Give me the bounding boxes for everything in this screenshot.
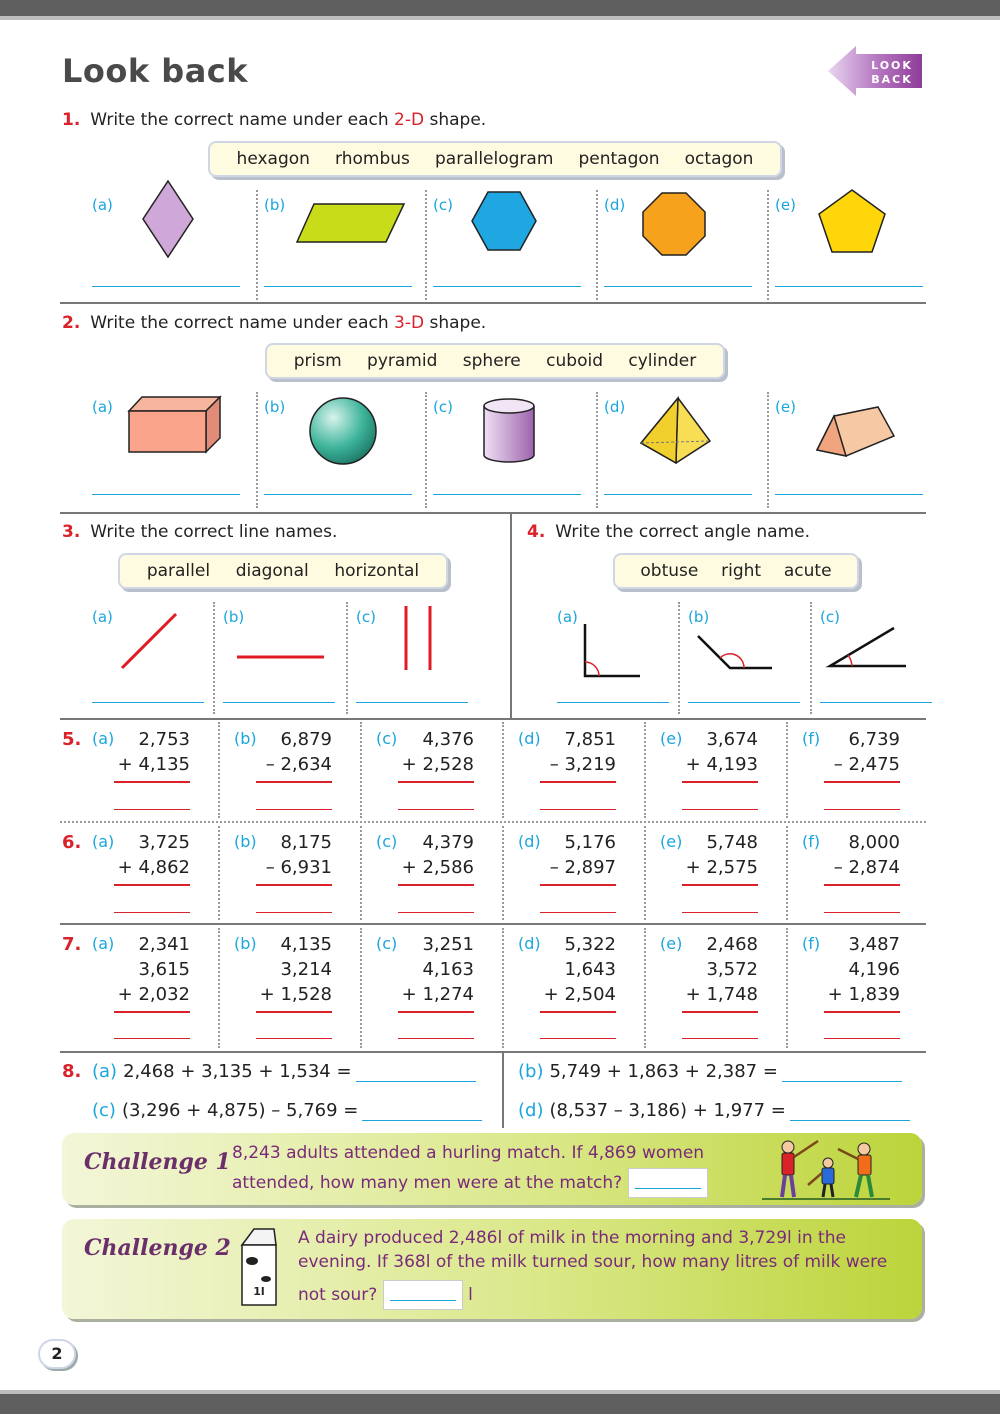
badge-line2: BACK	[871, 73, 913, 86]
q8-b: (b) 5,749 + 1,863 + 2,387 =	[518, 1061, 902, 1082]
section-divider	[60, 1051, 926, 1053]
divider	[360, 722, 362, 818]
divider	[213, 602, 215, 714]
q4-label-c: (c)	[820, 608, 840, 626]
answer-line[interactable]	[398, 912, 474, 913]
q5-sum-e: (e) 3,674 + 4,193	[660, 729, 780, 813]
diagonal-line	[120, 612, 180, 670]
q8-a: (a) 2,468 + 3,135 + 1,534 =	[92, 1061, 476, 1082]
look-back-badge	[826, 42, 926, 100]
q7-sum-a: (a) 2,341 3,615 + 2,032	[92, 934, 212, 1042]
word-cylinder: cylinder	[628, 351, 697, 371]
cuboid-shape	[128, 396, 222, 454]
q1-label-e: (e)	[775, 196, 796, 214]
divider	[425, 190, 427, 300]
word-octagon: octagon	[684, 149, 754, 169]
q5-sum-a: (a) 2,753 + 4,135	[92, 729, 212, 813]
q7-sum-e: (e) 2,468 3,572 + 1,748	[660, 934, 780, 1042]
challenge-2-panel	[62, 1219, 922, 1319]
divider	[678, 602, 680, 714]
q7-sum-b: (b) 4,135 3,214 + 1,528	[234, 934, 354, 1042]
divider	[767, 190, 769, 300]
divider	[502, 928, 504, 1048]
divider	[425, 392, 427, 508]
question-1: 1. Write the correct name under each 2-D shape.	[62, 110, 487, 130]
pyramid-shape	[640, 397, 712, 465]
milk-carton-icon	[238, 1227, 280, 1309]
answer-line[interactable]	[824, 1038, 900, 1039]
word-bank-3d	[265, 343, 725, 379]
q5-sum-b: (b) 6,879 – 2,634	[234, 729, 354, 813]
answer-line-3b[interactable]	[223, 702, 335, 703]
cylinder-shape	[482, 398, 536, 464]
divider	[502, 826, 504, 920]
badge-line1: LOOK	[871, 59, 913, 72]
answer-line[interactable]	[398, 1038, 474, 1039]
answer-line-4b[interactable]	[688, 702, 800, 703]
challenge-1-text: 8,243 adults attended a hurling match. If 4,869 women attended, how many men were at the match?	[232, 1138, 708, 1198]
challenge-2-title: Challenge 2	[84, 1235, 231, 1261]
divider	[596, 190, 598, 300]
divider	[218, 928, 220, 1048]
answer-line-8d[interactable]	[790, 1103, 910, 1121]
acute-angle	[828, 626, 908, 668]
q6-sum-b: (b) 8,175 – 6,931	[234, 832, 354, 916]
answer-line[interactable]	[540, 809, 616, 810]
answer-line-1b[interactable]	[264, 286, 412, 287]
word-parallel: parallel	[146, 561, 211, 581]
answer-line[interactable]	[682, 912, 758, 913]
answer-line[interactable]	[540, 912, 616, 913]
answer-line[interactable]	[256, 1038, 332, 1039]
word-bank-angles	[613, 553, 859, 589]
word-parallelogram: parallelogram	[434, 149, 554, 169]
q1-label-a: (a)	[92, 196, 113, 214]
divider	[360, 928, 362, 1048]
horizontal-line	[236, 654, 326, 660]
word-pentagon: pentagon	[578, 149, 660, 169]
challenge-1-panel	[62, 1133, 922, 1205]
answer-line[interactable]	[256, 809, 332, 810]
q5-sum-d: (d) 7,851 – 3,219	[518, 729, 638, 813]
q3-label-c: (c)	[356, 608, 376, 626]
answer-line[interactable]	[540, 1038, 616, 1039]
divider	[502, 722, 504, 818]
q5-number: 5.	[62, 729, 82, 750]
q1-label-d: (d)	[604, 196, 626, 214]
q6-sum-e: (e) 5,748 + 2,575	[660, 832, 780, 916]
answer-line-4a[interactable]	[557, 702, 669, 703]
octagon-shape	[642, 192, 706, 256]
page-title: Look back	[62, 52, 249, 90]
column-divider	[510, 512, 512, 718]
q2-label-e: (e)	[775, 398, 796, 416]
divider	[218, 722, 220, 818]
q2-label-d: (d)	[604, 398, 626, 416]
section-divider	[60, 821, 926, 823]
answer-line-8c[interactable]	[362, 1103, 482, 1121]
answer-line-1d[interactable]	[604, 286, 752, 287]
word-prism: prism	[293, 351, 342, 371]
parallelogram-shape	[296, 203, 406, 243]
divider	[596, 392, 598, 508]
q5-sum-c: (c) 4,376 + 2,528	[376, 729, 496, 813]
answer-line[interactable]	[682, 1038, 758, 1039]
sphere-shape	[308, 396, 378, 466]
answer-line-8a[interactable]	[356, 1064, 476, 1082]
challenge-1-answer[interactable]	[628, 1168, 708, 1198]
q6-sum-d: (d) 5,176 – 2,897	[518, 832, 638, 916]
q7-number: 7.	[62, 934, 82, 955]
q6-sum-c: (c) 4,379 + 2,586	[376, 832, 496, 916]
section-divider	[60, 302, 926, 304]
obtuse-angle	[696, 634, 774, 672]
answer-line-2b[interactable]	[264, 494, 412, 495]
challenge-2-text: A dairy produced 2,486l of milk in the morning and 3,729l in the evening. If 368l of the milk turned sour, how many litres of milk were not sour? l	[298, 1226, 887, 1310]
answer-line-8b[interactable]	[782, 1064, 902, 1082]
word-horizontal: horizontal	[334, 561, 420, 581]
q1-label-b: (b)	[264, 196, 286, 214]
q8-d: (d) (8,537 – 3,186) + 1,977 =	[518, 1100, 910, 1121]
answer-line[interactable]	[114, 1038, 190, 1039]
answer-line-1a[interactable]	[92, 286, 240, 287]
word-cuboid: cuboid	[546, 351, 603, 371]
answer-line-3c[interactable]	[356, 702, 468, 703]
q4-label-a: (a)	[557, 608, 578, 626]
answer-line-2c[interactable]	[433, 494, 581, 495]
answer-line-4c[interactable]	[820, 702, 932, 703]
divider	[256, 392, 258, 508]
q3-label-b: (b)	[223, 608, 245, 626]
q7-sum-d: (d) 5,322 1,643 + 2,504	[518, 934, 638, 1042]
answer-line[interactable]	[114, 809, 190, 810]
q5-sum-f: (f) 6,739 – 2,475	[802, 729, 922, 813]
section-divider	[60, 512, 926, 514]
pentagon-shape	[818, 189, 886, 253]
divider	[786, 826, 788, 920]
word-obtuse: obtuse	[640, 561, 699, 581]
challenge-2-answer[interactable]	[383, 1280, 463, 1310]
q8-c: (c) (3,296 + 4,875) – 5,769 =	[92, 1100, 482, 1121]
question-3: 3. Write the correct line names.	[62, 522, 338, 542]
divider	[256, 190, 258, 300]
section-divider	[60, 923, 926, 925]
q3-label-a: (a)	[92, 608, 113, 626]
word-diagonal: diagonal	[235, 561, 309, 581]
divider	[644, 826, 646, 920]
section-divider	[60, 718, 926, 720]
word-acute: acute	[783, 561, 832, 581]
q2-label-c: (c)	[433, 398, 453, 416]
divider	[644, 928, 646, 1048]
word-sphere: sphere	[462, 351, 521, 371]
hexagon-shape	[471, 191, 537, 251]
q7-sum-c: (c) 3,251 4,163 + 1,274	[376, 934, 496, 1042]
divider	[767, 392, 769, 508]
word-pyramid: pyramid	[367, 351, 438, 371]
q7-sum-f: (f) 3,487 4,196 + 1,839	[802, 934, 922, 1042]
q2-label-a: (a)	[92, 398, 113, 416]
bottom-bar	[0, 1390, 1000, 1414]
q8-number: 8.	[62, 1061, 82, 1082]
answer-line-1e[interactable]	[775, 286, 923, 287]
answer-line-1c[interactable]	[433, 286, 581, 287]
divider	[218, 826, 220, 920]
word-rhombus: rhombus	[335, 149, 410, 169]
q4-label-b: (b)	[688, 608, 710, 626]
answer-line[interactable]	[256, 912, 332, 913]
answer-line[interactable]	[398, 809, 474, 810]
divider	[786, 928, 788, 1048]
answer-line[interactable]	[824, 912, 900, 913]
word-hexagon: hexagon	[236, 149, 310, 169]
parallel-lines	[400, 604, 436, 672]
question-4: 4. Write the correct angle name.	[527, 522, 810, 542]
top-bar	[0, 0, 1000, 20]
divider	[786, 722, 788, 818]
carton-label: 1l	[253, 1285, 265, 1298]
q1-label-c: (c)	[433, 196, 453, 214]
answer-line-2a[interactable]	[92, 494, 240, 495]
prism-shape	[816, 406, 896, 458]
word-bank-lines	[118, 553, 448, 589]
word-right: right	[721, 561, 762, 581]
divider	[360, 826, 362, 920]
page-number: 2	[38, 1339, 76, 1369]
right-angle	[582, 622, 642, 680]
hurling-players-illustration	[758, 1135, 894, 1203]
q2-label-b: (b)	[264, 398, 286, 416]
answer-line-2d[interactable]	[604, 494, 752, 495]
question-2: 2. Write the correct name under each 3-D shape.	[62, 313, 487, 333]
answer-line[interactable]	[682, 809, 758, 810]
divider	[810, 602, 812, 714]
divider	[346, 602, 348, 714]
answer-line-3a[interactable]	[92, 702, 204, 703]
answer-line[interactable]	[114, 912, 190, 913]
q6-sum-f: (f) 8,000 – 2,874	[802, 832, 922, 916]
rhombus-shape	[142, 180, 194, 258]
word-bank-2d	[208, 141, 782, 177]
q6-sum-a: (a) 3,725 + 4,862	[92, 832, 212, 916]
answer-line[interactable]	[824, 809, 900, 810]
q6-number: 6.	[62, 832, 82, 853]
answer-line-2e[interactable]	[775, 494, 923, 495]
divider	[644, 722, 646, 818]
challenge-1-title: Challenge 1	[84, 1149, 231, 1175]
column-divider	[502, 1052, 504, 1128]
